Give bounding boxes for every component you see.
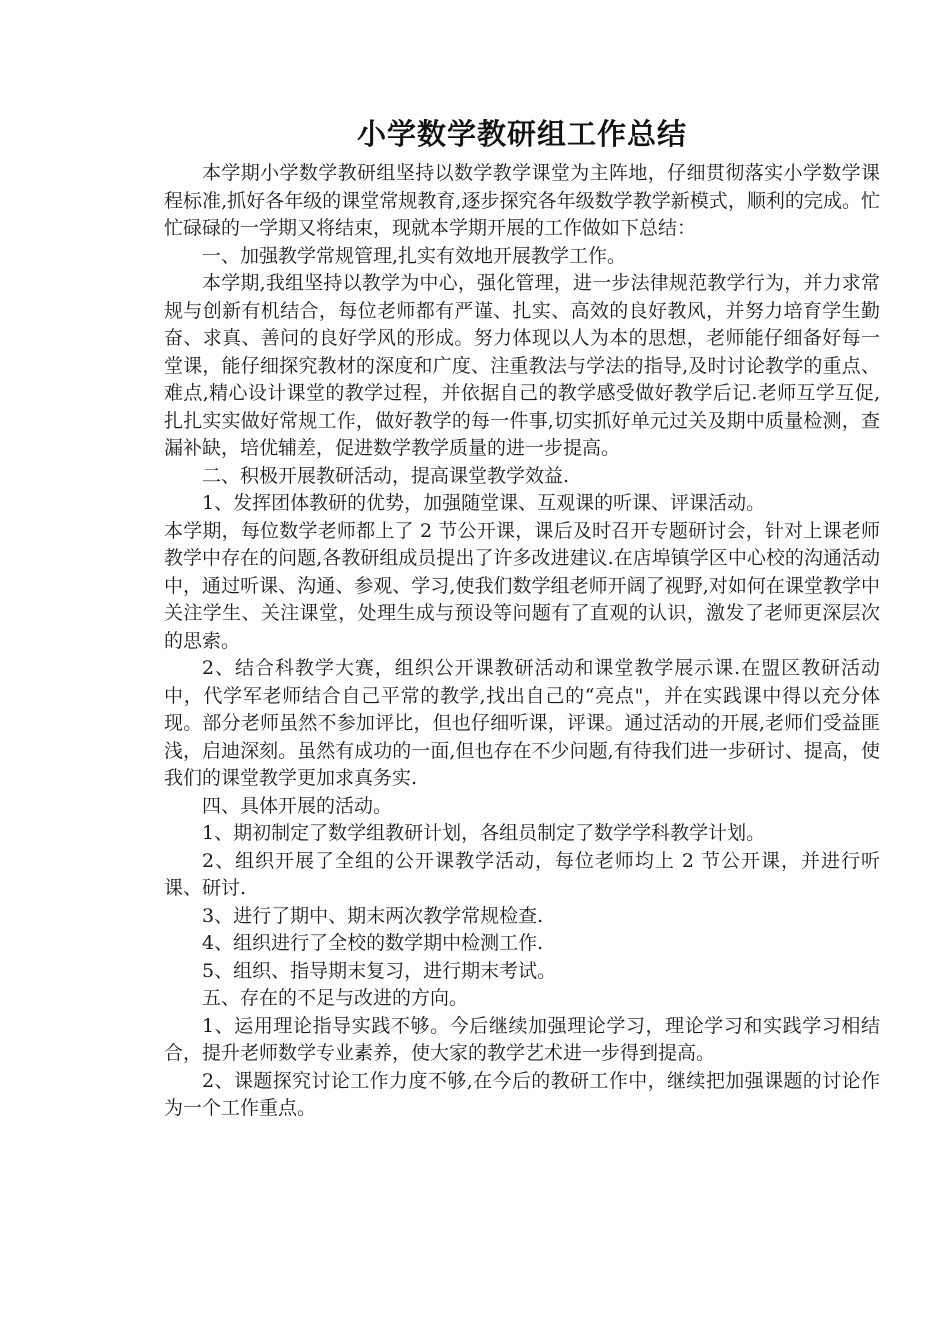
paragraph: 五、存在的不足与改进的方向。 (202, 987, 469, 1009)
paragraph: 4、组织进行了全校的数学期中检测工作. (202, 932, 544, 954)
document-body (164, 160, 880, 1123)
paragraph: 一、加强教学常规管理,扎实有效地开展教学工作。 (202, 244, 627, 267)
paragraph: 2、组织开展了全组的公开课教学活动，每位老师均上 2 节公开课，并进行听课、研讨. (164, 849, 880, 899)
paragraph: 本学期小学数学教研组坚持以数学教学课堂为主阵地，仔细贯彻落实小学数学课程标准,抓好各年级的课堂常规教育,逐步探究各年级数学教学新模式，顺利的完成。忙忙碌碌的一学期又将结束，现就本学期开展的工作做如下总结： (164, 162, 880, 239)
paragraph: 5、组织、指导期末复习，进行期末考试。 (202, 959, 557, 982)
paragraph: 2、课题探究讨论工作力度不够,在今后的教研工作中，继续把加强课题的讨论作为一个工作重点。 (164, 1069, 880, 1119)
paragraph: 本学期,我组坚持以教学为中心，强化管理，进一步法律规范教学行为，并力求常规与创新有机结合，每位老师都有严谨、扎实、高效的良好教风，并努力培育学生勤奋、求真、善问的良好学风的形成。努力体现以人为本的思想，老师能仔细备好每一堂课，能仔细探究教材的深度和广度、注重教法与学法的指导,及时讨论教学的重点、难点,精心设计课堂的教学过程，并依据自己的教学感受做好教学后记.老师互学互促,扎扎实实做好常规工作，做好教学的每一件事,切实抓好单元过关及期中质量检测，查漏补缺，培优辅差，促进数学教学质量的进一步提高。 (164, 272, 880, 459)
document-title: 小学数学教研组工作总结 (356, 117, 687, 151)
document-page (164, 112, 880, 1123)
paragraph: 四、具体开展的活动。 (202, 794, 393, 817)
paragraph: 1、运用理论指导实践不够。今后继续加强理论学习，理论学习和实践学习相结合，提升老师数学专业素养，使大家的教学艺术进一步得到提高。 (164, 1014, 880, 1064)
paragraph: 2、结合科教学大赛，组织公开课教研活动和课堂教学展示课.在盟区教研活动中，代学军老师结合自己平常的教学,找出自己的“亮点"，并在实践课中得以充分体现。部分老师虽然不参加评比，但也仔细听课，评课。通过活动的开展,老师们受益匪浅，启迪深刻。虽然有成功的一面,但也存在不少问题,有待我们进一步研讨、提高，使我们的课堂教学更加求真务实. (164, 657, 880, 789)
paragraph: 1、期初制定了数学组教研计划，各组员制定了数学学科教学计划。 (202, 822, 766, 844)
paragraph: 1、发挥团体教研的优势，加强随堂课、互观课的听课、评课活动。 (202, 492, 766, 514)
paragraph: 二、积极开展教研活动，提高课堂教学效益. (202, 464, 570, 487)
paragraph: 本学期，每位数学老师都上了 2 节公开课，课后及时召开专题研讨会，针对上课老师教学中存在的问题,各教研组成员提出了许多改进建议.在店埠镇学区中心校的沟通活动中，通过听课、沟通、参观、学习,使我们数学组老师开阔了视野,对如何在课堂教学中关注学生、关注课堂，处理生成与预设等问题有了直观的认识，激发了老师更深层次的思索。 (164, 519, 880, 652)
paragraph: 3、进行了期中、期末两次教学常规检查. (202, 904, 544, 927)
